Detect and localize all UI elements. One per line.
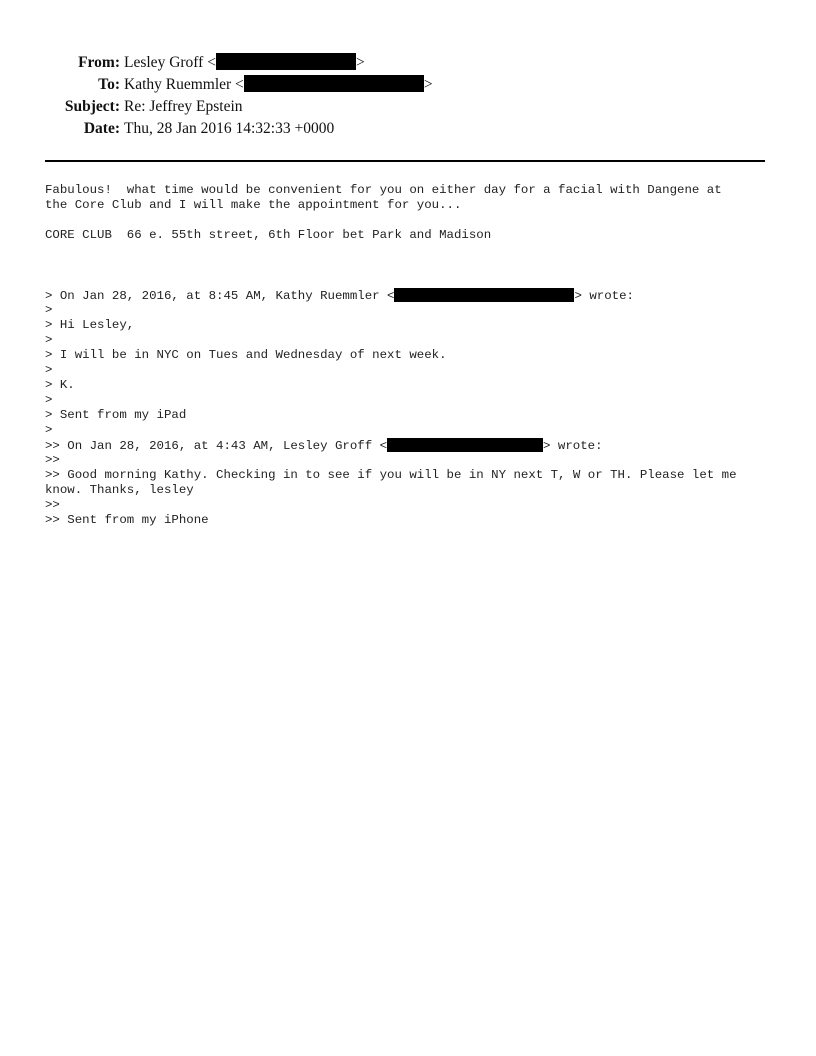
quoted-line: >> Good morning Kathy. Checking in to see if you will be in NY next T, W or TH. Please let me know. Thanks, lesley [45, 468, 744, 497]
quoted-line: > [45, 333, 53, 347]
date-row [0, 118, 816, 140]
blank-line [45, 243, 775, 258]
quoted-line: > [45, 423, 53, 437]
quoted-attribution-1: > On Jan 28, 2016, at 8:45 AM, Kathy Ruemmler < [45, 289, 395, 303]
email-body [45, 183, 775, 528]
blank-line [45, 258, 775, 273]
quoted-line: > I will be in NYC on Tues and Wednesday of next week. [45, 348, 447, 362]
quoted-line: > Hi Lesley, [45, 318, 135, 332]
quoted-line: > [45, 303, 53, 317]
email-header [0, 52, 816, 140]
redacted-from-email [216, 53, 356, 70]
quoted-line [45, 438, 775, 453]
quoted-line: > Sent from my iPad [45, 408, 187, 422]
quoted-line: >> [45, 498, 60, 512]
date-value: Thu, 28 Jan 2016 14:32:33 +0000 [124, 120, 335, 137]
quoted-wrote-2: > wrote: [543, 439, 603, 453]
quoted-line: > [45, 363, 53, 377]
from-row [0, 52, 816, 74]
blank-line [45, 213, 775, 228]
quoted-line: >> [45, 453, 60, 467]
body-line-2: the Core Club and I will make the appointment for you... [45, 198, 462, 212]
to-row [0, 74, 816, 96]
body-line-3: CORE CLUB 66 e. 55th street, 6th Floor bet Park and Madison [45, 228, 492, 242]
quoted-line: > [45, 393, 53, 407]
to-close-bracket: > [423, 76, 433, 93]
subject-value: Re: Jeffrey Epstein [124, 98, 243, 115]
quoted-line: > K. [45, 378, 75, 392]
redacted-email [394, 288, 574, 302]
from-close-bracket: > [355, 54, 365, 71]
blank-line [45, 273, 775, 288]
redacted-to-email [244, 75, 424, 92]
quoted-line: >> Sent from my iPhone [45, 513, 209, 527]
quoted-wrote-1: > wrote: [574, 289, 634, 303]
subject-label: Subject: [64, 98, 120, 115]
subject-row [0, 96, 816, 118]
to-name: Kathy Ruemmler < [124, 76, 244, 93]
redacted-email [387, 438, 543, 452]
from-name: Lesley Groff < [124, 54, 216, 71]
body-line-1: Fabulous! what time would be convenient for you on either day for a facial with Dangene at [45, 183, 722, 197]
header-divider [45, 160, 765, 162]
quoted-attribution-2: >> On Jan 28, 2016, at 4:43 AM, Lesley Groff < [45, 439, 388, 453]
quoted-line [45, 288, 775, 303]
to-label: To: [98, 76, 120, 93]
from-label: From: [78, 54, 120, 71]
date-label: Date: [83, 120, 120, 137]
